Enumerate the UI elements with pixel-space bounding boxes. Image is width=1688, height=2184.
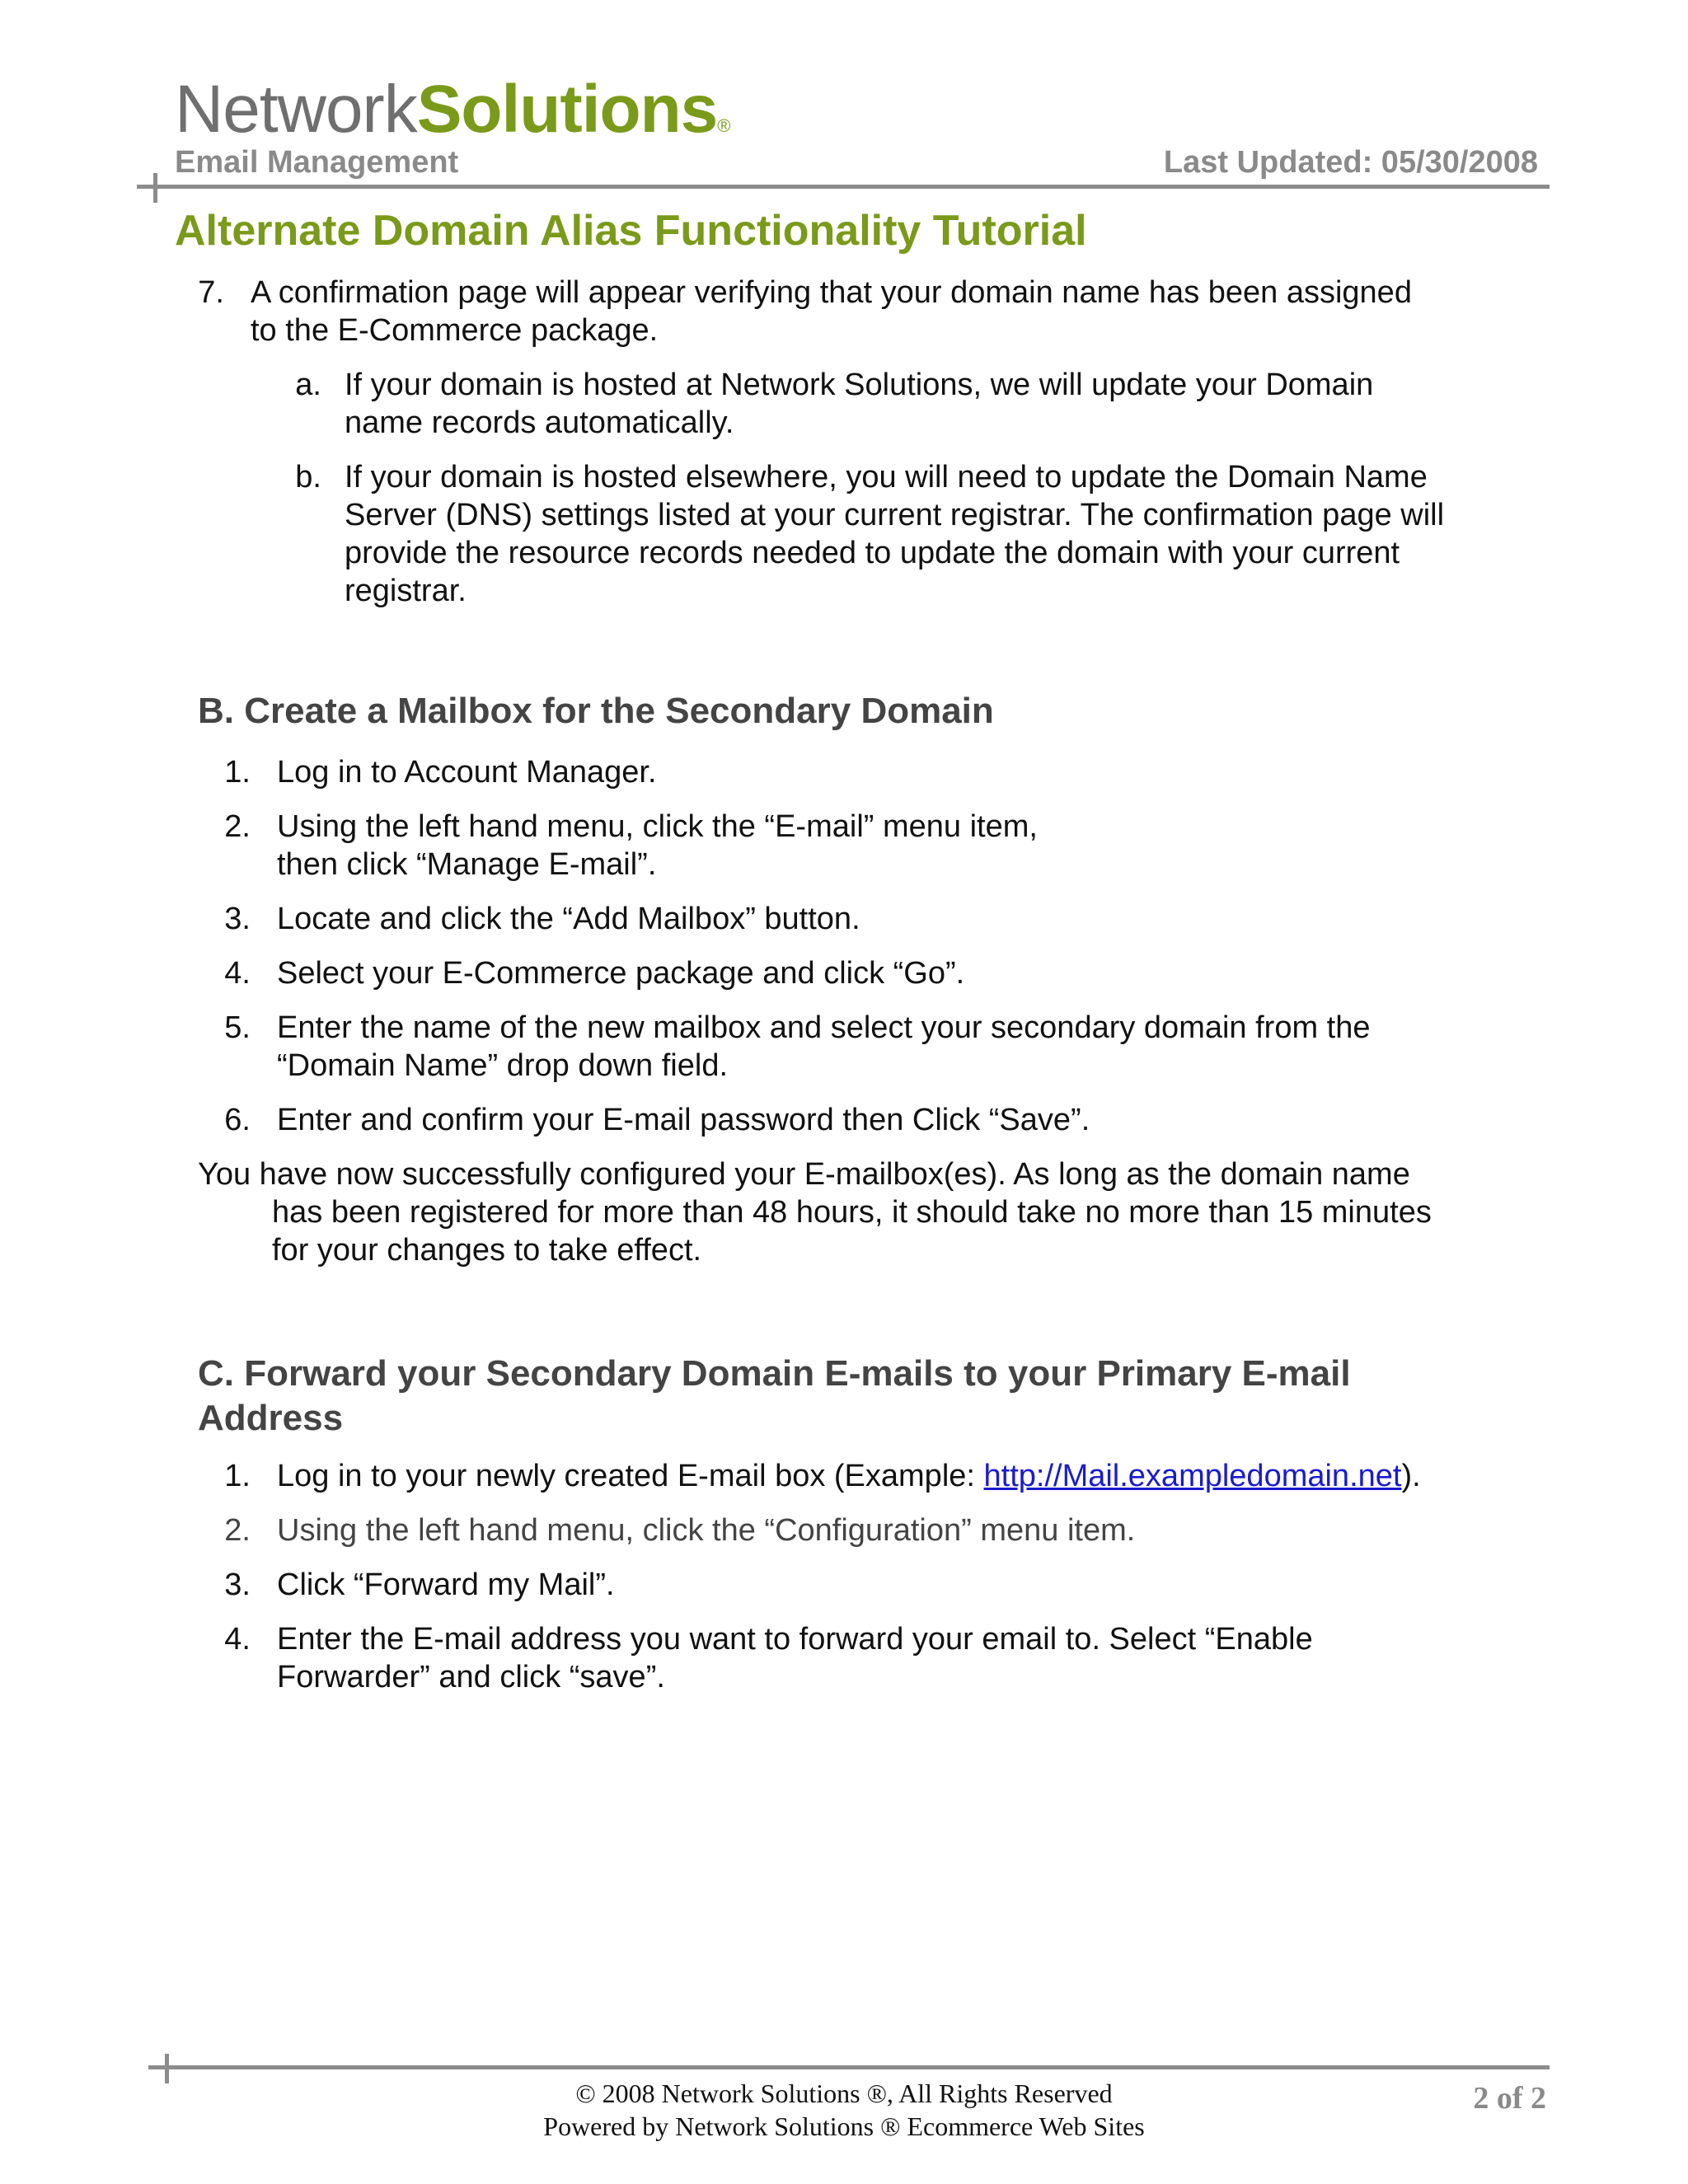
section-b-step-5-line2: “Domain Name” drop down field. <box>277 1048 729 1083</box>
section-c-step-1-post: ). <box>1401 1459 1421 1493</box>
section-c-step-4-line2: Forwarder” and click “save”. <box>277 1660 665 1694</box>
page-number: 2 of 2 <box>1473 2081 1546 2116</box>
section-b-step-4-number: 4. <box>224 956 251 991</box>
step-7a-line2: name records automatically. <box>345 405 734 440</box>
footer-rule <box>148 2065 1550 2069</box>
section-b-summary-line1: You have now successfully configured your E-mailbox(es). As long as the domain name <box>198 1157 1410 1192</box>
step-7-number: 7. <box>198 275 224 310</box>
step-7b-line2: Server (DNS) settings listed at your current registrar. The confirmation page will <box>345 498 1445 532</box>
logo-solutions: Solutions <box>416 72 718 147</box>
section-b-summary-line3: for your changes to take effect. <box>272 1233 702 1268</box>
header-rule <box>137 185 1550 189</box>
section-c-step-3-text: Click “Forward my Mail”. <box>277 1568 615 1602</box>
section-b-step-6-number: 6. <box>224 1103 251 1137</box>
logo-network: Network <box>175 72 417 147</box>
network-solutions-logo <box>175 72 730 147</box>
footer-copyright: © 2008 Network Solutions ®, All Rights Reserved <box>575 2079 1113 2108</box>
section-b-heading: B. Create a Mailbox for the Secondary Domain <box>198 691 994 731</box>
section-c-step-4-number: 4. <box>224 1622 251 1657</box>
header-section-label: Email Management <box>175 145 459 180</box>
section-b-step-4-text: Select your E-Commerce package and click “Go”. <box>277 956 965 991</box>
section-b-step-3-number: 3. <box>224 902 251 936</box>
section-c-step-2-number: 2. <box>224 1513 251 1548</box>
section-b-step-2-number: 2. <box>224 809 251 844</box>
section-c-step-1-text <box>277 1457 1421 1495</box>
example-mail-link[interactable]: http://Mail.exampledomain.net <box>983 1459 1402 1493</box>
step-7a-label: a. <box>295 368 321 402</box>
section-b-step-3-text: Locate and click the “Add Mailbox” button. <box>277 902 860 936</box>
section-c-step-3-number: 3. <box>224 1568 251 1602</box>
section-b-step-5-number: 5. <box>224 1010 251 1045</box>
header-rule-tick <box>153 173 157 203</box>
section-b-step-6-text: Enter and confirm your E-mail password then Click “Save”. <box>277 1103 1090 1137</box>
section-b-step-2-line1: Using the left hand menu, click the “E-mail” menu item, <box>277 809 1038 844</box>
step-7b-line4: registrar. <box>345 574 467 608</box>
section-c-heading-line1: C. Forward your Secondary Domain E-mails to your Primary E-mail <box>198 1353 1351 1394</box>
section-c-heading-line2: Address <box>198 1398 344 1438</box>
section-c-step-4-line1: Enter the E-mail address you want to forward your email to. Select “Enable <box>277 1622 1313 1657</box>
section-b-step-1-number: 1. <box>224 755 251 790</box>
header-last-updated: Last Updated: 05/30/2008 <box>1163 145 1538 180</box>
section-b-step-1-text: Log in to Account Manager. <box>277 755 657 790</box>
logo-registered-mark: ® <box>717 115 730 136</box>
footer-powered-by: Powered by Network Solutions ® Ecommerce Web Sites <box>543 2111 1145 2141</box>
section-c-step-2-text: Using the left hand menu, click the “Configuration” menu item. <box>277 1513 1136 1548</box>
step-7-text-line1: A confirmation page will appear verifying that your domain name has been assigned <box>251 275 1412 310</box>
page-title: Alternate Domain Alias Functionality Tutorial <box>175 207 1087 255</box>
section-b-step-2-line2: then click “Manage E-mail”. <box>277 847 657 882</box>
section-c-step-1-pre: Log in to your newly created E-mail box (Example: <box>277 1459 984 1493</box>
step-7b-line1: If your domain is hosted elsewhere, you will need to update the Domain Name <box>345 460 1428 494</box>
section-c-step-1-number: 1. <box>224 1459 251 1493</box>
step-7b-label: b. <box>295 460 321 494</box>
step-7b-line3: provide the resource records needed to update the domain with your current <box>345 536 1400 570</box>
section-b-step-5-line1: Enter the name of the new mailbox and select your secondary domain from the <box>277 1010 1371 1045</box>
step-7a-line1: If your domain is hosted at Network Solutions, we will update your Domain <box>345 368 1374 402</box>
step-7-text-line2: to the E-Commerce package. <box>251 313 659 348</box>
section-b-summary-line2: has been registered for more than 48 hours, it should take no more than 15 minutes <box>272 1195 1432 1230</box>
